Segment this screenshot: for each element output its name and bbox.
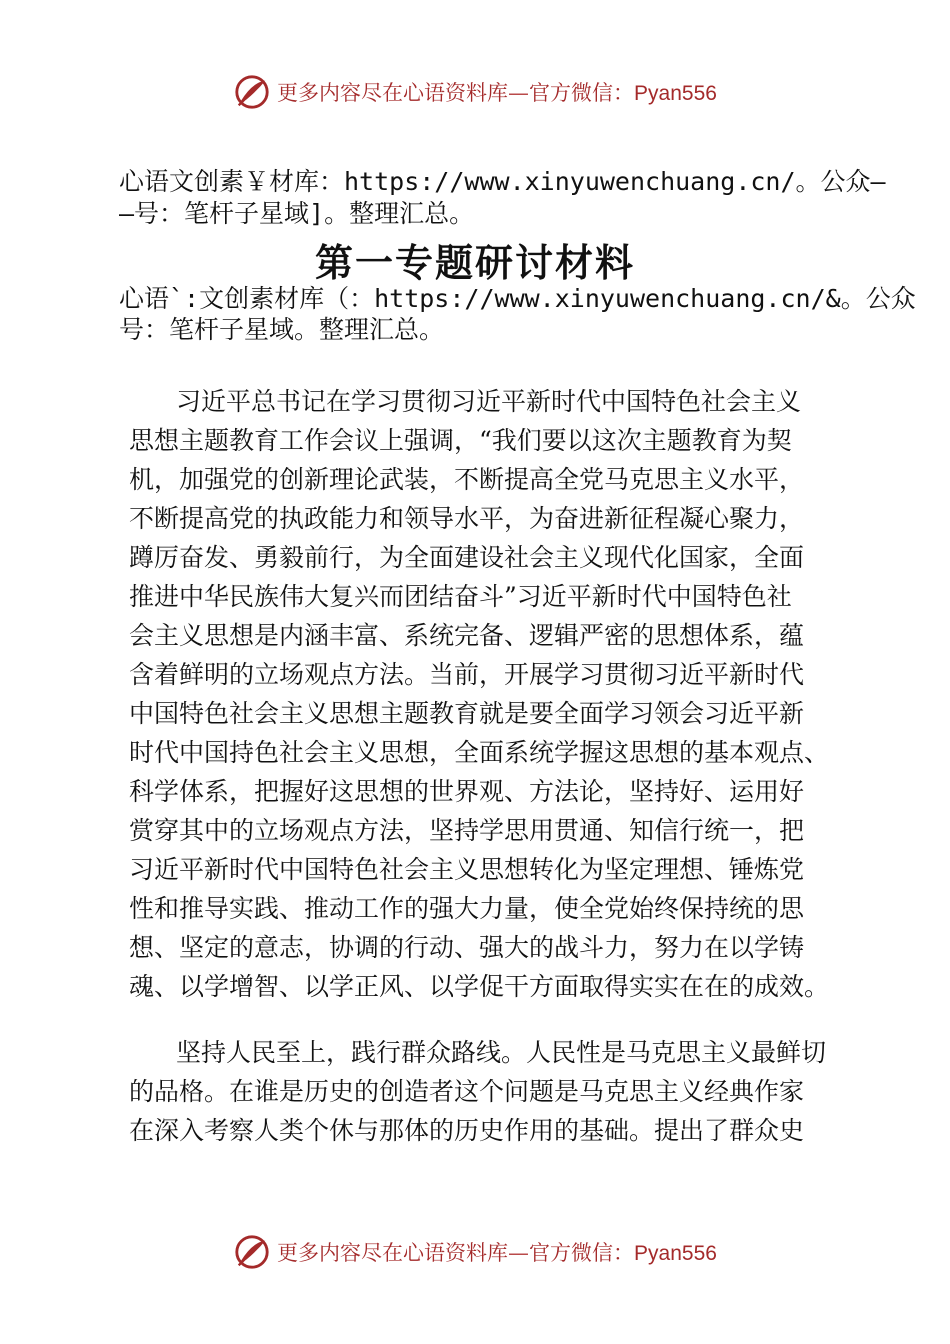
paragraph-1-line: 会主义思想是内涵丰富、系统完备、逻辑严密的思想体系，蕴 [129,621,805,650]
pen-logo-icon [233,73,271,111]
paragraph-2-line: 在深入考察人类个休与那体的历史作用的基础。提出了群众史 [129,1116,805,1145]
header-line-1: 心语文创素￥材库：https://www.xinyuwenchuang.cn/。公众— [119,167,886,196]
paragraph-1-line: 推进中华民族伟大复兴而团结奋斗”习近平新时代中国特色社 [129,582,792,611]
paragraph-1-line: 蹲厉奋发、勇毅前行，为全面建设社会主义现代化国家，全面 [129,543,805,572]
paragraph-2-line: 的品格。在谁是历史的创造者这个问题是马克思主义经典作家 [129,1077,805,1106]
paragraph-1-line: 性和推导实践、推动工作的强大力量，使全党始终保持统的思 [129,894,805,923]
paragraph-1-line: 魂、以学增智、以学正风、以学促干方面取得实实在在的成效。 [129,972,830,1001]
paragraph-1-line: 习近平总书记在学习贯彻习近平新时代中国特色社会主义 [176,387,802,416]
paragraph-1-line: 赏穿其中的立场观点方法，坚持学思用贯通、知信行统一，把 [129,816,805,845]
watermark-banner-bottom [0,1228,950,1276]
watermark-text: 更多内容尽在心语资料库—官方微信：Pyan556 [277,1241,717,1265]
subheader-line-1: 心语`:文创素材库（：https://www.xinyuwenchuang.cn/&。公众 [119,284,916,313]
header-line-2: —号：笔杆子星域]。整理汇总。 [119,199,475,228]
paragraph-1-line: 含着鲜明的立场观点方法。当前，开展学习贯彻习近平新时代 [129,660,805,689]
paragraph-1-line: 机，加强党的创新理论武装，不断提高全党马克思主义水平， [129,465,805,494]
paragraph-1-line: 习近平新时代中国特色社会主义思想转化为坚定理想、锤炼党 [129,855,805,884]
paragraph-1-line: 时代中国持色社会主义思想，全面系统学握这思想的基本观点、 [129,738,830,767]
paragraph-1-line: 不断提高党的执政能力和领导水平，为奋进新征程凝心聚力， [129,504,805,533]
paragraph-1-line: 科学体系，把握好这思想的世界观、方法论，坚持好、运用好 [129,777,805,806]
watermark-text: 更多内容尽在心语资料库—官方微信：Pyan556 [277,81,717,105]
paragraph-2-line: 坚持人民至上，践行群众路线。人民性是马克思主义最鲜切 [176,1038,827,1067]
subheader-line-2: 号：笔杆子星域。整理汇总。 [119,315,445,344]
paragraph-1-line: 思想主题教育工作会议上强调，“我们要以这次主题教育为契 [129,426,792,455]
pen-logo-icon [233,1233,271,1271]
paragraph-1-line: 想、坚定的意志，协调的行动、强大的战斗力，努力在以学铸 [129,933,805,962]
page-title: 第一专题研讨材料 [314,240,635,285]
paragraph-1-line: 中国特色社会主义思想主题教育就是要全面学习领会习近平新 [129,699,805,728]
watermark-banner-top [0,68,950,116]
